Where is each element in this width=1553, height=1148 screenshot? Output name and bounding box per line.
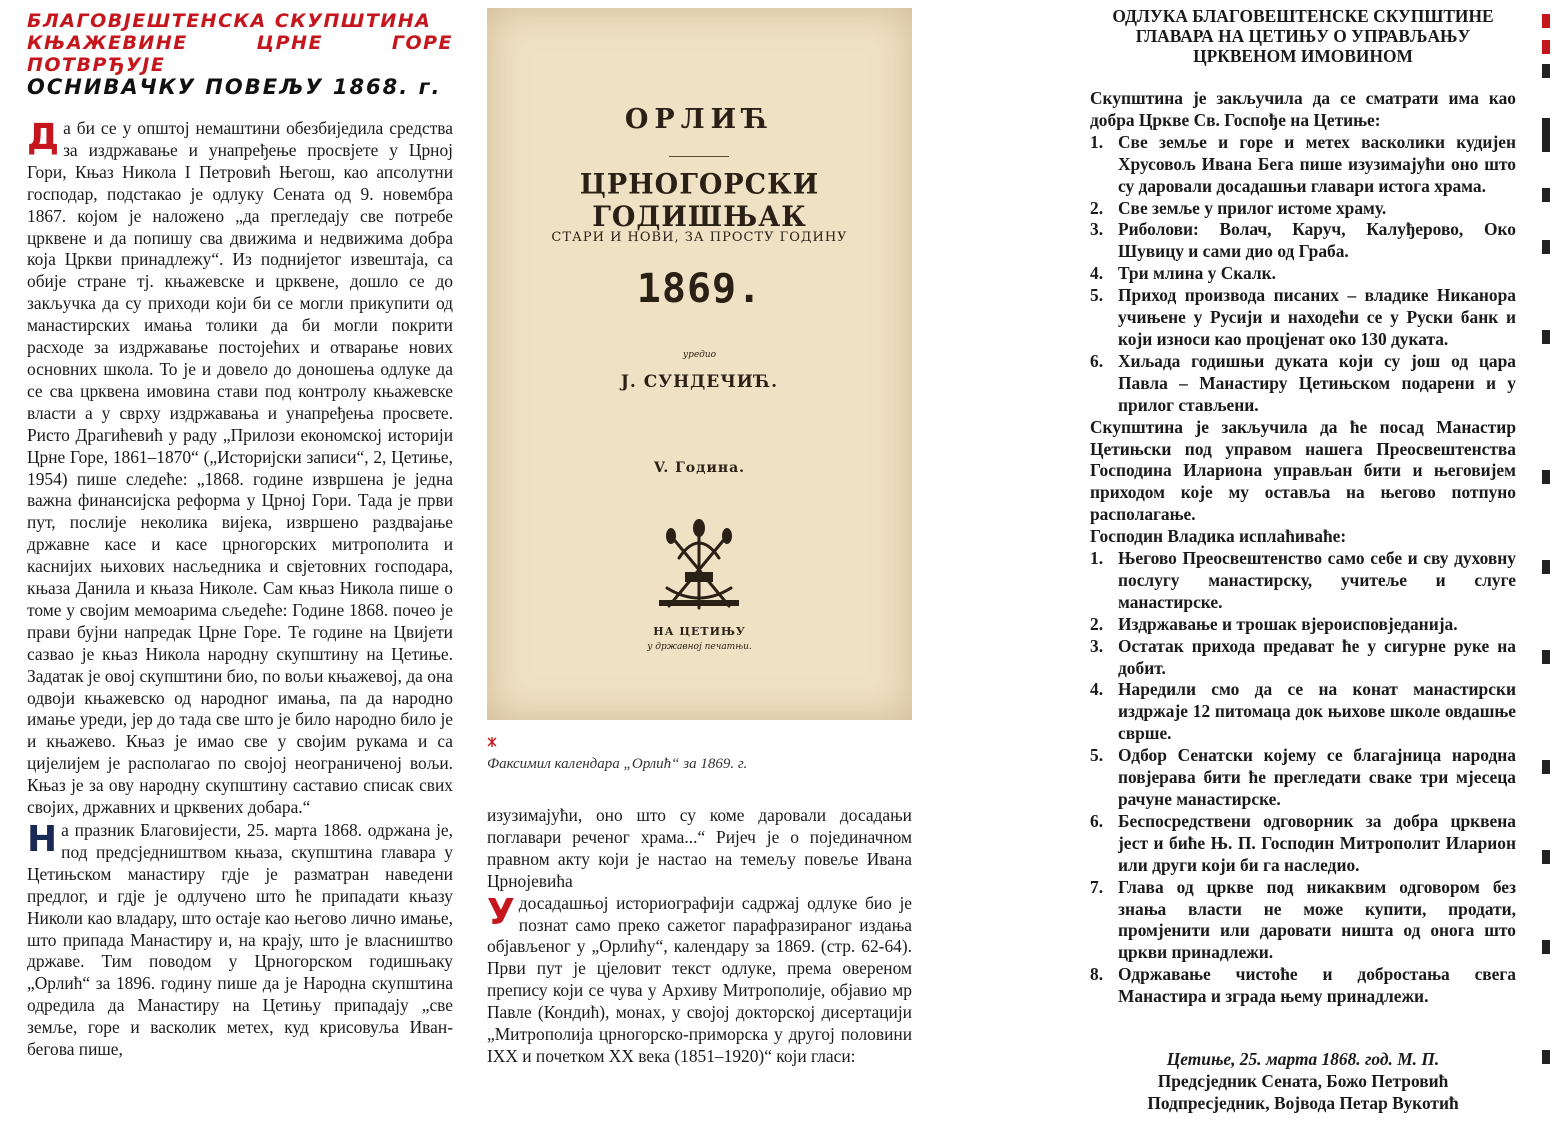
facsimile-edited-by: уредио [682,350,717,360]
list-item [1090,811,1516,877]
list-text: Хиљада годишњи дуката који су још од цара Павла – Манастиру Цетињском подарени и у прилог стављени. [1118,350,1516,415]
orlic-calendar-facsimile [487,8,912,720]
heading-line-1: БЛАГОВЈЕШТЕНСКА СКУПШТИНА [27,10,432,32]
list-text: Три млина у Скалк. [1118,263,1276,284]
list-text: Одбор Сенатски којему се благајница народна повјерава бити ће прегледати сваке три мјесеца рачуне манастирске. [1118,745,1516,809]
list-text: Наредили смо да се на конат манастирски издржаје 12 питомаца док њихове школе овдашње сврше. [1118,679,1516,744]
list-text: Приход производа писаних – владике Никанора учињене у Русији и находећи се у Руски банк и који износи као процјенат око 130 дуката. [1118,285,1516,349]
decision-title-line-2: ГЛАВАРА НА ЦЕТИЊУ О УПРАВЉАЊУ [1135,26,1471,46]
list-item [1090,636,1516,680]
list-number: 1. [1090,131,1104,152]
decision-title [1090,6,1516,66]
signature-place-date: Цетиње, 25. марта 1868. год. М. П. [1166,1049,1440,1069]
facsimile-year: 1869. [636,266,763,312]
dropcap-n: Н [27,819,58,860]
facsimile-rule [669,156,729,157]
decision-intro-3: Господин Владика исплаћиваће: [1090,526,1347,547]
paragraph-4 [487,893,912,1068]
signature-block [1090,1048,1516,1114]
list-item [1090,219,1516,263]
list-number: 7. [1090,876,1104,897]
list-number: 8. [1090,964,1104,985]
list-number: 2. [1090,613,1104,634]
list-text: Глава од цркве под никаквим одговором без знања власти не може купити, продати, промјенити или даровати ништа од онога што цркви принадлежи. [1118,876,1516,963]
middle-column [487,805,912,1068]
signature-vice-president: Подпресједник, Војвода Петар Вукотић [1147,1093,1459,1113]
list-text: Издржавање и трошак вјероисповједанија. [1118,613,1458,634]
signature-president: Предсједник Сената, Божо Петровић [1157,1071,1449,1091]
list-item [1090,198,1516,220]
facsimile-volume: V. Година. [653,460,746,476]
paragraph-1-text: а би се у општој немаштини обезбиједила средства за издржавање и унапређење просвјете у Црној Гори, Књаз Никола I Петровић Његош, као апсолутни господар, подстакао је одлуку Сената од 9. новембра 1867. којом је наложено „да прегледају све потребе црквене и да попишу сва движима и недвижима добра која Цркви принадлежу“. Из поднијетог извештаја, са обије стране тј. књажевске и црквене, дошло се до закључка да су приходи који би се могли прикупити од манастирских имања толики да би могли покрити расходе за издржавање постојећих и отварање нових основних школа. То је и довело до доношења одлуке да се сва црквена имовина стави под контролу књажевске власти а у сврху издржавања и унапређења просвете. Ристо Драгићевић у раду „Прилози економској историји Црне Горе, 1861–1870“ („Историјски записи“, 2, Цетиње, 1954) пише следеће: „1868. године извршена је једна важна финансијска реформа у Црној Гори. Тада је први пут, послије неколика вијека, извршено раздвајање државне касе и касе црногорских митрополита и каснијих њихових насљедника и свјетовних господара, књаза Данила и књаза Николе. Сам књаз Никола пише о томе у својим мемоарима сљедеће: Године 1868. почео је прави бујни напредак Црне Горе. Те године на Цвијети сазвао је књаз Никола народну скупштину на Цетиње. Задатак је овој скупштини био, по вољи књажевој, да она одвоји књажевско од народног имања, па да народно имање уреди, јер до тада све што је било народно било је и књажево. Књаз је имао све у својим рукама и са цијелијем је располагао по својој неограниченој вољи. Књаз је за ову народну скупштину саставио списак свих својих, државних и црквених добара.“ [27,118,453,818]
list-number: 4. [1090,263,1104,284]
facsimile-subtitle: ЦРНОГОРСКИ ГОДИШЊАК [579,168,820,234]
list-number: 3. [1090,635,1104,656]
list-text: Остатак прихода предават ће у сигурне руке на добит. [1118,635,1516,678]
church-property-list [1090,132,1516,417]
cropped-next-column [1542,0,1553,1148]
dropcap-d: Д [27,117,60,158]
list-number: 5. [1090,285,1104,306]
facsimile-place: НА ЦЕТИЊУ [653,625,746,638]
list-item [1090,964,1516,1008]
list-text: Све земље и горе и метех васколики кудијен Хрусовољ Ивана Бега пише изузимајући оно што су даровали досадашњи главари истога храма. [1118,131,1516,196]
facsimile-caption: Факсимил календара „Орлић“ за 1869. г. [487,756,748,772]
list-text: Беспосредствени одговорник за добра црквена јест и биће Њ. П. Господин Митрополит Иларион или други који би га наследио. [1118,810,1516,875]
paragraph-3: изузимајући, оно што су коме даровали досадањи поглавари реченог храма...“ Ријеч је о појединачном правном акту који је настао на темељу повеље Ивана Црнојевића [487,805,912,891]
decision-title-line-3: ЦРКВЕНОМ ИМОВИНОМ [1193,46,1413,66]
article-heading [27,10,453,98]
facsimile-title: ОРЛИЋ [624,104,775,135]
list-number: 1. [1090,548,1104,569]
list-number: 2. [1090,197,1104,218]
facsimile-line-3: СТАРИ И НОВИ, ЗА ПРОСТУ ГОДИНУ [551,230,848,245]
list-item [1090,614,1516,636]
bishop-duties-list [1090,548,1516,1008]
list-item [1090,745,1516,811]
facsimile-press: у државној печатњи. [647,642,752,652]
facsimile-emblem-icon [649,518,749,614]
decision-body [1090,88,1516,1008]
decision-intro-2: Скупштина је закључила да ће посад Манастир Цетињски под управом нашега Преосвештенства Господина Илариона управљан бити и његовијем приходом које му оставља на његово потпуно располагање. [1090,416,1516,525]
facsimile-editor: Ј. СУНДЕЧИЋ. [620,372,779,392]
list-number: 3. [1090,219,1104,240]
ornament-icon [487,737,497,747]
list-item [1090,263,1516,285]
heading-line-3: ОСНИВАЧКУ ПОВЕЉУ 1868. г. [27,75,442,99]
list-number: 6. [1090,810,1104,831]
list-number: 6. [1090,350,1104,371]
list-item [1090,132,1516,198]
paragraph-2 [27,820,453,1061]
list-item [1090,285,1516,351]
heading-line-2: КЊАЖЕВИНЕ ЦРНЕ ГОРЕ ПОТВРЂУЈЕ [27,32,453,76]
paragraph-1 [27,118,453,819]
list-number: 4. [1090,679,1104,700]
paragraph-2-text: а празник Благовијести, 25. марта 1868. одржана је, под предсједништвом књаза, скупштина главара у Цетињском манастиру гдје је разматран наведени предлог, и гдје је одлучено што ће припадати књазу Николи као владару, што остаје као његово лично имање, што припада Манастиру и, на крају, што је власништво државе. Тим поводом у Црногорском годишњаку „Орлић“ за 1896. годину пише да је Народна скупштина одредила да Манастиру на Цетињу припадају „све земље, горе и васколик метех, куд крисовуља Иван-бегова пише, [27,820,453,1060]
list-text: Одржавање чистоће и добростања свега Манастира и зграда њему принадлежи. [1118,964,1516,1007]
left-column [27,0,453,1061]
decision-title-line-1: ОДЛУКА БЛАГОВЕШТЕНСКЕ СКУПШТИНЕ [1112,6,1494,26]
list-item [1090,877,1516,965]
paragraph-4-text: досадашњој историографији садржај одлуке био је познат само преко сажетог парафразираног издања објављеног у „Орлићу“, календару за 1869. (стр. 62-64). Први пут је цјеловит текст одлуке, према овереном препису који се чува у Архиву Митрополије, објавио мр Павле (Кондић), монах, у својој докторској дисертацији „Митрополија црногорско-приморска у другој половини IXX и почетком XX века (1851–1920)“ који гласи: [487,892,912,1066]
list-item [1090,679,1516,745]
list-text: Његово Преосвештенство само себе и сву духовну послугу манастирску, учитеље и слуге манастирске. [1118,548,1516,612]
list-number: 5. [1090,745,1104,766]
list-text: Риболови: Волач, Каруч, Калуђерово, Око Шувицу и сами дио од Граба. [1118,219,1516,262]
list-item [1090,548,1516,614]
dropcap-u: У [487,891,515,933]
list-text: Све земље у прилог истоме храму. [1118,197,1387,218]
decision-intro-1: Скупштина је закључила да се сматрати има као добра Цркве Св. Госпође на Цетиње: [1090,88,1516,130]
list-item [1090,351,1516,417]
